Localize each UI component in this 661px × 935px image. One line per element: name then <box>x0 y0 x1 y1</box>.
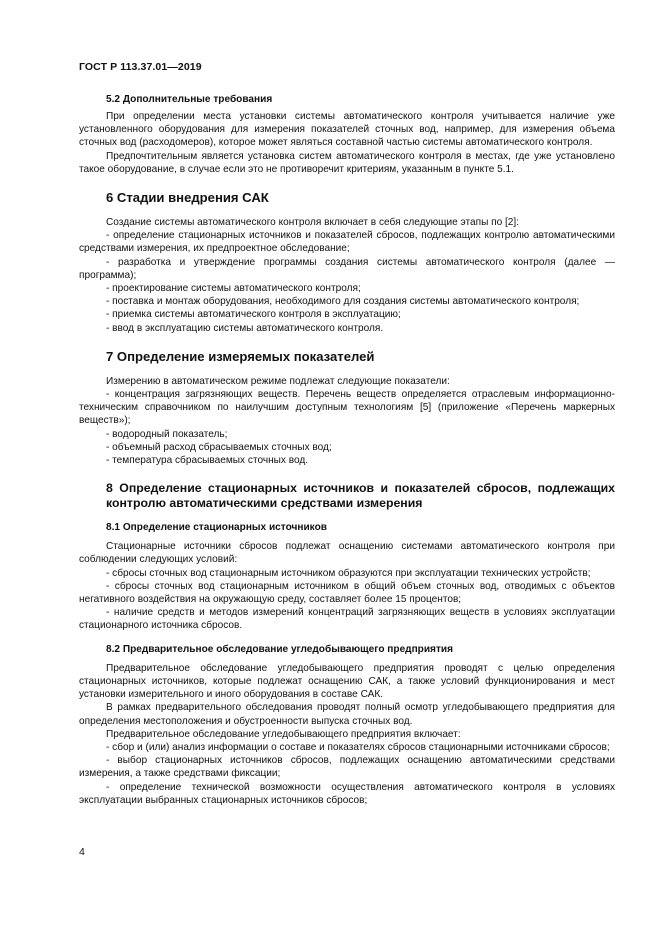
list-item: - объемный расход сбрасываемых сточных вод; <box>106 441 332 453</box>
section-8-1-title: 8.1 Определение стационарных источников <box>106 522 327 534</box>
list-item: - водородный показатель; <box>106 428 228 440</box>
list-item: - проектирование системы автоматического контроля; <box>106 283 361 295</box>
list-item: - определение технической возможности осуществления автоматического контроля в условиях эксплуатации выбранных стационарных источников сбросов; <box>79 781 615 806</box>
paragraph: При определении места установки системы автоматического контроля учитывается наличие уже установленного оборудования для измерения показателей сточных вод, например, для измерения объема сточных вод (расходомеров), которое может являться составной частью системы автоматического контроля. <box>79 111 615 149</box>
paragraph: Создание системы автоматического контроля включает в себя следующие этапы по [2]: <box>106 217 520 229</box>
paragraph: Предпочтительным является установка систем автоматического контроля в местах, где уже установлено такое оборудование, в случае если это не противоречит критериям, указанным в пункте 5.1. <box>79 150 615 175</box>
list-item: - сбросы сточных вод стационарным источником образуются при эксплуатации технических устройств; <box>106 567 591 579</box>
list-item: - концентрация загрязняющих веществ. Перечень веществ определяется отраслевым информационно-техническим справочником по наилучшим доступным технологиям [5] (приложение «Перечень маркерных веществ»); <box>79 389 615 427</box>
section-6-title: 6 Стадии внедрения САК <box>106 190 269 206</box>
document-header: ГОСТ Р 113.37.01—2019 <box>79 61 202 73</box>
list-item: - разработка и утверждение программы создания системы автоматического контроля (далее — программа); <box>79 256 615 281</box>
list-item: - наличие средств и методов измерений концентраций загрязняющих веществ в условиях эксплуатации стационарного источника сбросов. <box>79 607 615 632</box>
list-item: - приемка системы автоматического контроля в эксплуатацию; <box>106 309 401 321</box>
list-item: - ввод в эксплуатацию системы автоматического контроля. <box>106 322 384 334</box>
section-8-title: 8 Определение стационарных источников и показателей сбросов, подлежащих контролю автоматическими средствами измерения <box>106 481 615 511</box>
list-item: - сбор и (или) анализ информации о составе и показателях сбросов стационарными источниками сбросов; <box>106 741 610 753</box>
list-item: - температура сбрасываемых сточных вод. <box>106 455 309 467</box>
paragraph: В рамках предварительного обследования проводят полный осмотр угледобывающего предприятия для определения местоположения и обустроенности выпуска сточных вод. <box>79 702 615 727</box>
page-number: 4 <box>79 846 85 858</box>
paragraph: Предварительное обследование угледобывающего предприятия проводят с целью определения стационарных источников, которые подлежат оснащению САК, а также условий функционирования и мест установки измерительного и иного оборудования в составе САК. <box>79 662 615 701</box>
section-8-2-title: 8.2 Предварительное обследование угледобывающего предприятия <box>106 643 453 655</box>
paragraph: Предварительное обследование угледобывающего предприятия включает: <box>106 728 461 740</box>
section-5-2-title: 5.2 Дополнительные требования <box>106 94 273 105</box>
list-item: - поставка и монтаж оборудования, необходимого для создания системы автоматического контроля; <box>106 296 580 308</box>
document-body <box>79 93 615 807</box>
list-item: - выбор стационарных источников сбросов, подлежащих оснащению автоматическими средствами измерения, а также средствами фиксации; <box>79 755 615 780</box>
paragraph: Стационарные источники сбросов подлежат оснащению системами автоматического контроля при соблюдении следующих условий: <box>79 541 615 566</box>
paragraph: Измерению в автоматическом режиме подлежат следующие показатели: <box>106 375 450 387</box>
list-item: - сбросы сточных вод стационарным источником в общий объем сточных вод, отводимых с объектов негативного воздействия на окружающую среду, составляет более 15 процентов; <box>79 580 615 606</box>
section-7-title: 7 Определение измеряемых показателей <box>106 348 375 364</box>
list-item: - определение стационарных источников и показателей сбросов, подлежащих контролю автоматическими средствами измерения, их предпроектное обследование; <box>79 230 615 255</box>
